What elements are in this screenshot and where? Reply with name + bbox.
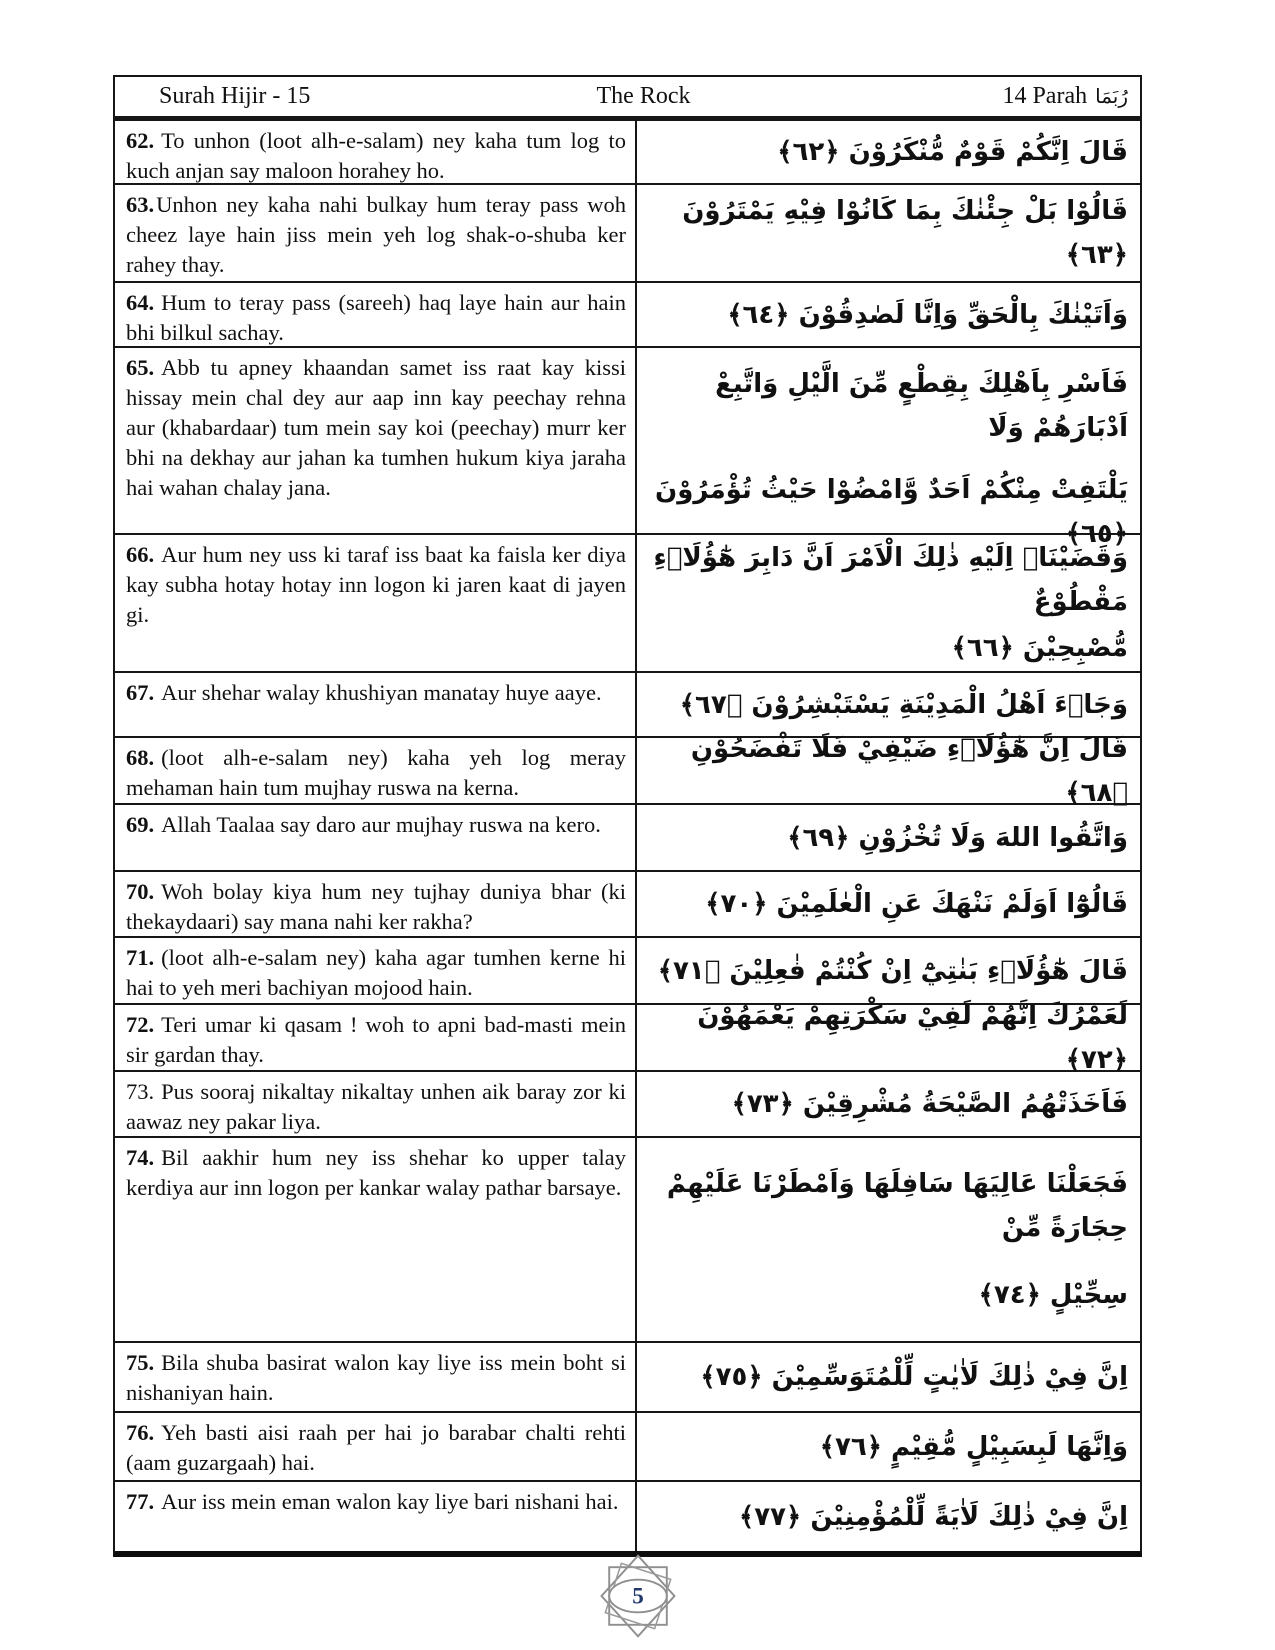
verse-row-68 <box>115 733 1140 808</box>
arabic-verse: وَاتَّقُوا اللهَ وَلَا تُخْزُوْنِ ﴿٦٩﴾ <box>787 822 1128 853</box>
verse-row-72 <box>115 1000 1140 1075</box>
parah-number: 14 Parah <box>1002 83 1088 109</box>
quran-table <box>113 75 1142 1557</box>
verse-number: 66. <box>126 542 155 567</box>
arabic-verse-line: فَاَسْرِ بِاَهْلِكَ بِقِطْعٍ مِّنَ الَّيْلِ وَاتَّبِعْ اَدْبَارَهُمْ وَلَا <box>715 369 1128 443</box>
arabic-cell <box>637 872 1140 936</box>
translation-text: (loot alh-e-salam ney) kaha yeh log meray mehaman hain tum mujhay ruswa na kerna. <box>126 745 626 800</box>
translation-cell <box>115 1138 637 1341</box>
translation-text: Unhon ney kaha nahi bulkay hum teray pass woh cheez laye hain jiss mein yeh log shak-o-shuba ker rahey thay. <box>126 192 626 277</box>
arabic-verse: قَالُوْا بَلْ جِئْنٰكَ بِمَا كَانُوْا فِيْهِ يَمْتَرُوْنَ ﴿٦٣﴾ <box>682 196 1128 270</box>
arabic-verse: قَالُوْٓا اَوَلَمْ نَنْهَكَ عَنِ الْعٰلَمِيْنَ ﴿٧٠﴾ <box>705 889 1128 919</box>
translation-text: Aur hum ney uss ki taraf iss baat ka faisla ker diya kay subha hotay hotay inn logon ki jaren kaat di jayen gi. <box>126 542 626 627</box>
arabic-verse: اِنَّ فِيْ ذٰلِكَ لَاٰيٰتٍ لِّلْمُتَوَسِّمِيْنَ ﴿٧٥﴾ <box>700 1362 1128 1392</box>
translation-cell <box>115 1482 637 1551</box>
verse-row-75 <box>115 1341 1140 1411</box>
translation-text: To unhon (loot alh-e-salam) ney kaha tum log to kuch anjan say maloon horahey ho. <box>126 128 626 183</box>
translation-text: Pus sooraj nikaltay nikaltay unhen aik baray zor ki aawaz ney pakar liya. <box>126 1079 626 1134</box>
verse-number: 64. <box>126 290 155 315</box>
translation-text: Bila shuba basirat walon kay liye iss mein boht si nishaniyan hain. <box>126 1350 626 1405</box>
arabic-cell <box>637 121 1140 183</box>
translation-text: Aur iss mein eman walon kay liye bari nishani hai. <box>161 1489 619 1514</box>
arabic-cell <box>637 283 1140 346</box>
translation-text: Woh bolay kiya hum ney tujhay duniya bhar (ki thekaydaari) say mana nahi ker rakha? <box>126 879 626 934</box>
surah-title: Surah Hijir - 15 <box>159 83 311 109</box>
verse-row-66 <box>115 533 1140 671</box>
translation-cell <box>115 185 637 281</box>
arabic-cell <box>637 1482 1140 1551</box>
translation-cell <box>115 1413 637 1480</box>
arabic-cell <box>637 1072 1140 1136</box>
arabic-verse: وَجَاۤءَ اَهْلُ الْمَدِيْنَةِ يَسْتَبْشِرُوْنَ ﴿٦٧﴾ <box>679 689 1128 720</box>
verse-number: 74. <box>126 1145 155 1170</box>
verse-number: 77. <box>126 1489 155 1514</box>
arabic-verse: قَالَ اِنَّكُمْ قَوْمٌ مُّنْكَرُوْنَ ﴿٦٢﴾ <box>777 137 1128 167</box>
arabic-verse: وَاَتَيْنٰكَ بِالْحَقِّ وَاِنَّا لَصٰدِقُوْنَ ﴿٦٤﴾ <box>727 299 1128 330</box>
translation-text: Yeh basti aisi raah per hai jo barabar chalti rehti (aam guzargaah) hai. <box>126 1420 626 1475</box>
arabic-verse: اِنَّ فِيْ ذٰلِكَ لَاٰيَةً لِّلْمُؤْمِنِيْنَ ﴿٧٧﴾ <box>739 1501 1128 1532</box>
parah-label <box>805 83 1140 110</box>
verse-row-73 <box>115 1070 1140 1136</box>
translation-text: Bil aakhir hum ney iss shehar ko upper talay kerdiya aur inn logon per kankar walay pathar barsaye. <box>126 1145 626 1200</box>
arabic-cell <box>637 1343 1140 1411</box>
translation-text: Abb tu apney khaandan samet iss raat kay kissi hissay mein chal dey aur aap inn kay peechay rehna aur (khabardaar) tum mein say koi (peechay) murr ker bhi na dekhay aur jahan ka tumhen hukum kiya jaraha hai wahan chalay jana. <box>126 355 626 500</box>
arabic-verse-line: مُّصْبِحِيْنَ ﴿٦٦﴾ <box>951 632 1128 663</box>
page-number: 5 <box>631 1582 644 1609</box>
arabic-cell <box>637 1000 1140 1075</box>
translation-text: Hum to teray pass (sareeh) haq laye hain aur hain bhi bilkul sachay. <box>126 290 626 345</box>
translation-cell <box>115 1072 637 1136</box>
translation-text: Teri umar ki qasam ! woh to apni bad-masti mein sir gardan thay. <box>126 1012 626 1067</box>
translation-cell <box>115 938 637 1003</box>
verse-number: 69. <box>126 812 155 837</box>
arabic-verse-line: سِجِّيْلٍ ﴿٧٤﴾ <box>978 1280 1128 1311</box>
verse-row-64 <box>115 281 1140 346</box>
verse-number: 67. <box>126 680 155 705</box>
arabic-cell <box>637 185 1140 281</box>
arabic-cell <box>637 805 1140 870</box>
arabic-verse-line: يَلْتَفِتْ مِنْكُمْ اَحَدٌ وَّامْضُوْا حَيْثُ تُؤْمَرُوْنَ ﴿٦٥﴾ <box>655 475 1128 549</box>
verse-number: 70. <box>126 879 155 904</box>
translation-text: Allah Taalaa say daro aur mujhay ruswa na kero. <box>161 812 601 837</box>
verse-number: 72. <box>126 1012 155 1037</box>
translation-cell <box>115 1343 637 1411</box>
page-footer <box>0 1552 1275 1640</box>
verse-row-69 <box>115 803 1140 870</box>
verse-row-77 <box>115 1480 1140 1551</box>
translation-cell <box>115 673 637 736</box>
arabic-verse-line: فَجَعَلْنَا عَالِيَهَا سَافِلَهَا وَاَمْطَرْنَا عَلَيْهِمْ حِجَارَةً مِّنْ <box>666 1168 1128 1243</box>
table-header <box>115 77 1140 119</box>
translation-text: Aur shehar walay khushiyan manatay huye aaye. <box>161 680 602 705</box>
arabic-verse: وَاِنَّهَا لَبِسَبِيْلٍ مُّقِيْمٍ ﴿٧٦﴾ <box>819 1431 1128 1462</box>
translation-text: (loot alh-e-salam ney) kaha agar tumhen kerne hi hai to yeh meri bachiyan mojood hain. <box>126 945 626 1000</box>
verse-number: 76. <box>126 1420 155 1445</box>
verse-number: 73. <box>126 1079 155 1104</box>
parah-name-arabic: رُبَمَا <box>1095 84 1128 108</box>
verse-number: 65. <box>126 355 155 380</box>
verse-row-76 <box>115 1411 1140 1480</box>
verse-number: 68. <box>126 745 155 770</box>
arabic-verse: فَاَخَذَتْهُمُ الصَّيْحَةُ مُشْرِقِيْنَ ﴿٧٣﴾ <box>731 1089 1128 1119</box>
verse-row-62 <box>115 119 1140 183</box>
arabic-verse-line: وَقَضَيْنَاۤ اِلَيْهِ ذٰلِكَ الْاَمْرَ اَنَّ دَابِرَ هٰٓؤُلَاۤءِ مَقْطُوْعٌ <box>653 543 1128 618</box>
arabic-verse: قَالَ هٰٓؤُلَاۤءِ بَنٰتِيْٓ اِنْ كُنْتُمْ فٰعِلِيْنَ ﴿٧١﴾ <box>657 955 1128 986</box>
verse-row-63 <box>115 183 1140 281</box>
verse-row-65 <box>115 346 1140 549</box>
translation-cell <box>115 121 637 183</box>
verse-row-74 <box>115 1136 1140 1341</box>
arabic-cell <box>637 733 1140 808</box>
arabic-cell <box>637 1413 1140 1480</box>
arabic-cell <box>637 1138 1140 1341</box>
translation-cell <box>115 738 637 803</box>
arabic-verse: لَعَمْرُكَ اِنَّهُمْ لَفِيْ سَكْرَتِهِمْ يَعْمَهُوْنَ ﴿٧٢﴾ <box>697 1000 1128 1075</box>
translation-cell <box>115 872 637 936</box>
verse-number: 63. <box>126 192 155 217</box>
arabic-cell <box>637 348 1140 549</box>
verse-number: 71. <box>126 945 155 970</box>
translation-cell <box>115 283 637 346</box>
verse-number: 62. <box>126 128 155 153</box>
arabic-verse: قَالَ اِنَّ هٰٓؤُلَاۤءِ ضَيْفِيْ فَلَا تَفْضَحُوْنِ ﴿٦٨﴾ <box>690 733 1128 808</box>
verse-number: 75. <box>126 1350 155 1375</box>
page-number-star-ornament <box>590 1552 686 1640</box>
verse-row-70 <box>115 870 1140 936</box>
translation-cell <box>115 535 637 671</box>
translation-cell <box>115 1005 637 1070</box>
arabic-cell <box>637 535 1140 671</box>
translation-cell <box>115 348 637 533</box>
translation-cell <box>115 805 637 870</box>
surah-translation-title: The Rock <box>596 83 691 109</box>
